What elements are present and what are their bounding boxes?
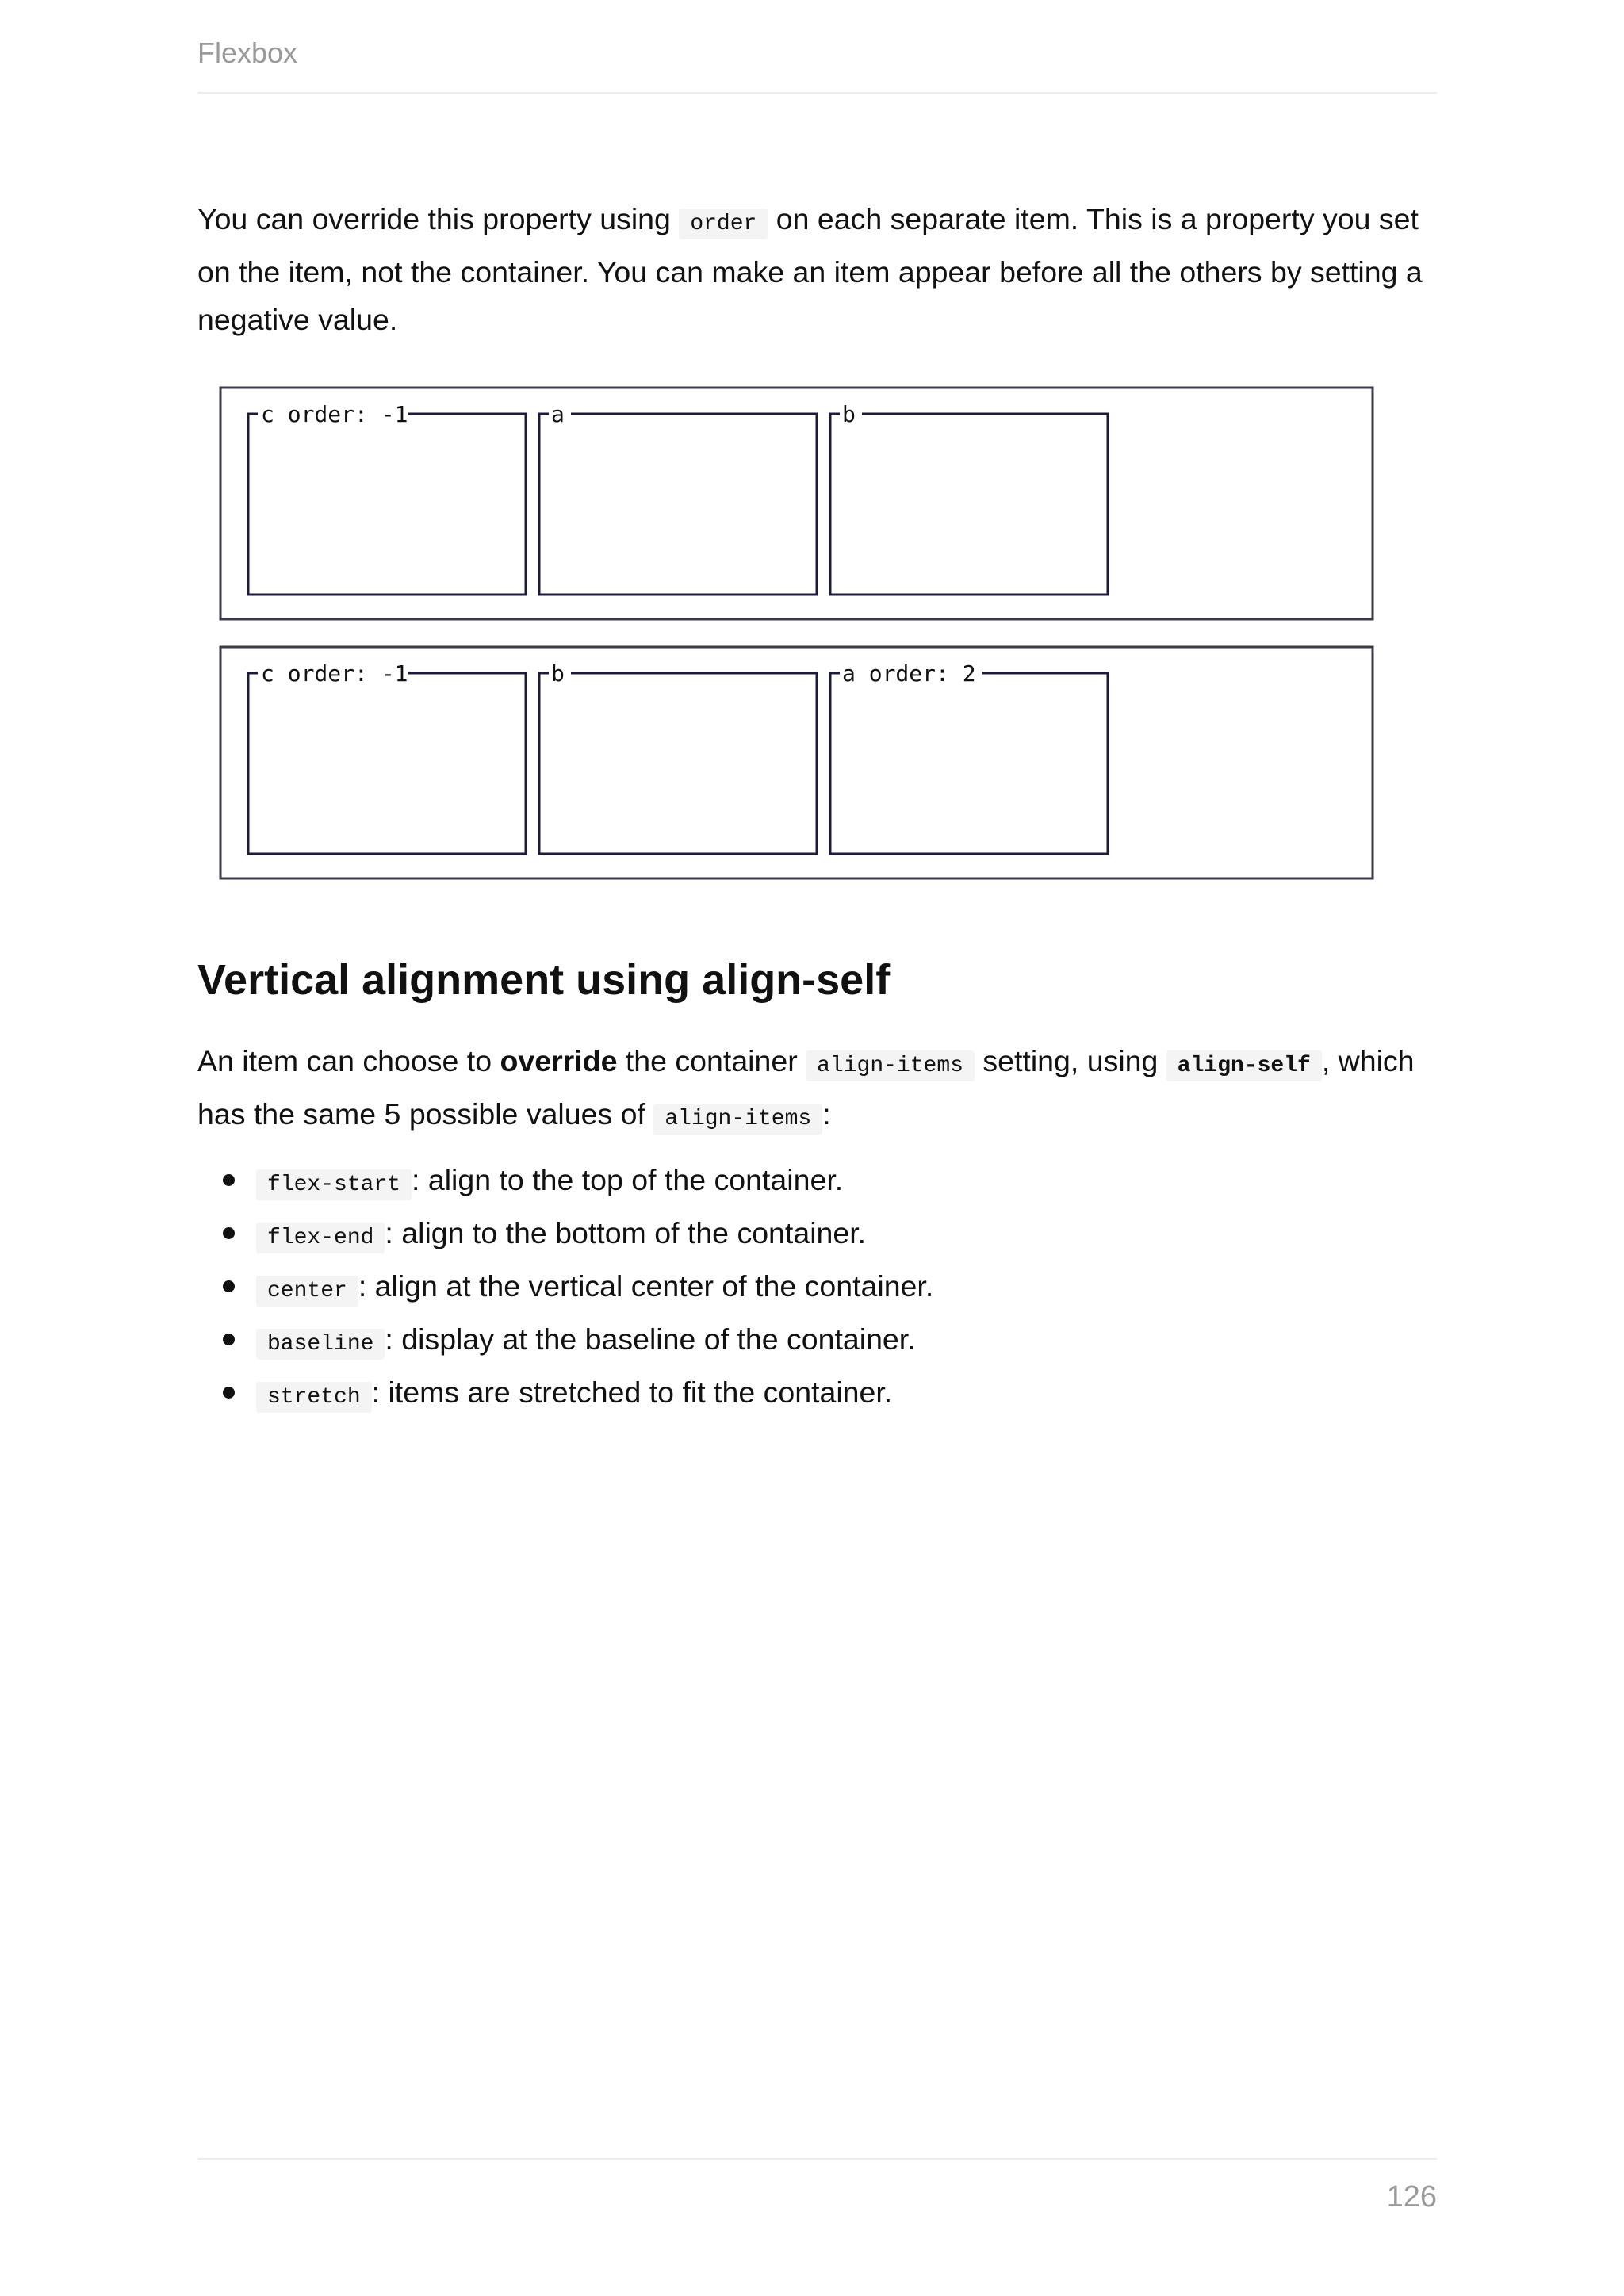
header-divider [197,92,1437,94]
value-description: : display at the baseline of the container. [385,1322,916,1356]
value-description: : align to the bottom of the container. [385,1216,867,1249]
page-number: 126 [1386,2180,1437,2214]
value-description: : items are stretched to fit the container. [371,1376,893,1409]
intro-paragraph [197,195,1437,343]
text-fragment: : [822,1097,831,1131]
footer-divider [197,2158,1437,2160]
intro-text-before: You can override this property using [197,202,680,235]
item-label: a [551,401,565,427]
order-code: order [679,209,768,239]
text-fragment: setting, using [974,1044,1166,1077]
value-description: : align to the top of the container. [412,1163,844,1196]
text-fragment: the container [617,1044,806,1077]
flex-item-2-2 [539,660,817,854]
bullet-icon [223,1280,235,1292]
list-item [197,1156,1437,1209]
bullet-icon [223,1174,235,1186]
item-label: c order: -1 [261,401,408,427]
running-header: Flexbox [197,36,298,69]
align-values-list [197,1156,1437,1422]
section-paragraph [197,1037,1437,1143]
item-label: b [842,401,856,427]
value-code: flex-end [256,1223,385,1253]
value-code: flex-start [256,1169,412,1200]
text-fragment: An item can choose to [197,1044,500,1077]
list-item [197,1315,1437,1368]
item-label: a order: 2 [842,660,976,687]
value-code: stretch [256,1382,372,1413]
item-label: b [551,660,565,687]
align-self-code: align-self [1166,1050,1322,1081]
flex-item-2-1 [248,660,526,854]
list-item [197,1262,1437,1315]
bullet-icon [223,1227,235,1239]
item-label: c order: -1 [261,660,408,687]
bullet-icon [223,1387,235,1399]
section-heading: Vertical alignment using align-self [197,956,891,1004]
list-item [197,1368,1437,1422]
intro-text-after: on each separate item. This is a property you set on the item, not the container. You can make an item appear before all the others by setting a negative value. [197,202,1423,336]
flex-item-1-2 [539,401,817,595]
flex-item-1-1 [248,401,526,595]
order-figure [216,384,1381,886]
text-fragment: , which has the same 5 possible values of [197,1044,1415,1131]
value-code: baseline [256,1329,385,1360]
bullet-icon [223,1334,235,1345]
align-items-code: align-items [806,1050,975,1081]
value-code: center [256,1276,358,1307]
flex-item-1-3 [830,401,1108,595]
override-emphasis: override [500,1044,618,1077]
flex-item-2-3 [830,660,1108,854]
value-description: : align at the vertical center of the container. [358,1269,934,1303]
align-items-code: align-items [653,1104,822,1135]
list-item [197,1209,1437,1262]
order-diagram [216,384,1381,886]
